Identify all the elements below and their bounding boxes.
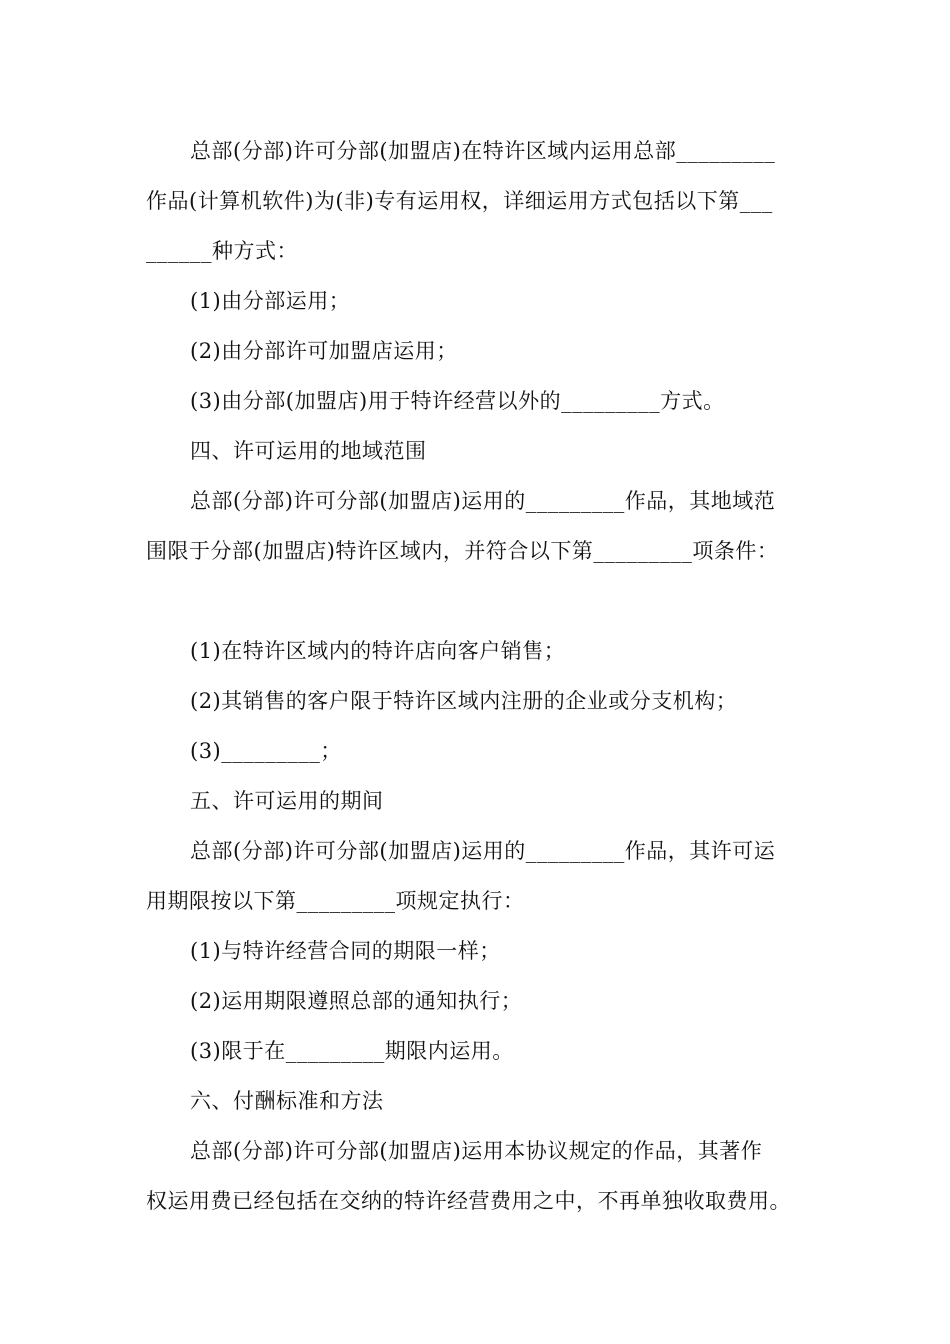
- list-item: (1)由分部运用；: [190, 289, 351, 313]
- section-heading: 六、付酬标准和方法: [190, 1089, 384, 1113]
- section-heading: 五、许可运用的期间: [190, 789, 384, 813]
- paragraph-line: 围限于分部(加盟店)特许区域内，并符合以下第_________项条件：: [146, 539, 779, 563]
- section-heading: 四、许可运用的地域范围: [190, 439, 427, 463]
- list-item: (3)限于在_________期限内运用。: [190, 1039, 514, 1063]
- paragraph-line: 作品(计算机软件)为(非)专有运用权，详细运用方式包括以下第___: [146, 189, 773, 213]
- list-item: (2)由分部许可加盟店运用；: [190, 339, 458, 363]
- list-item: (3)_________；: [190, 739, 342, 763]
- list-item: (2)运用期限遵照总部的通知执行；: [190, 989, 523, 1013]
- paragraph-line: 用期限按以下第_________项规定执行：: [146, 889, 525, 913]
- list-item: (3)由分部(加盟店)用于特许经营以外的_________方式。: [190, 389, 725, 413]
- paragraph-line: 总部(分部)许可分部(加盟店)在特许区域内运用总部_________: [190, 139, 776, 163]
- paragraph-line: ______种方式：: [146, 239, 298, 263]
- paragraph-line: 总部(分部)许可分部(加盟店)运用本协议规定的作品，其著作: [190, 1139, 763, 1163]
- list-item: (1)在特许区域内的特许店向客户销售；: [190, 639, 566, 663]
- list-item: (2)其销售的客户限于特许区域内注册的企业或分支机构；: [190, 689, 738, 713]
- paragraph-line: 总部(分部)许可分部(加盟店)运用的_________作品，其许可运: [190, 839, 776, 863]
- paragraph-line: 总部(分部)许可分部(加盟店)运用的_________作品，其地域范: [190, 489, 776, 513]
- list-item: (1)与特许经营合同的期限一样；: [190, 939, 501, 963]
- paragraph-line: 权运用费已经包括在交纳的特许经营费用之中，不再单独收取费用。: [146, 1189, 791, 1213]
